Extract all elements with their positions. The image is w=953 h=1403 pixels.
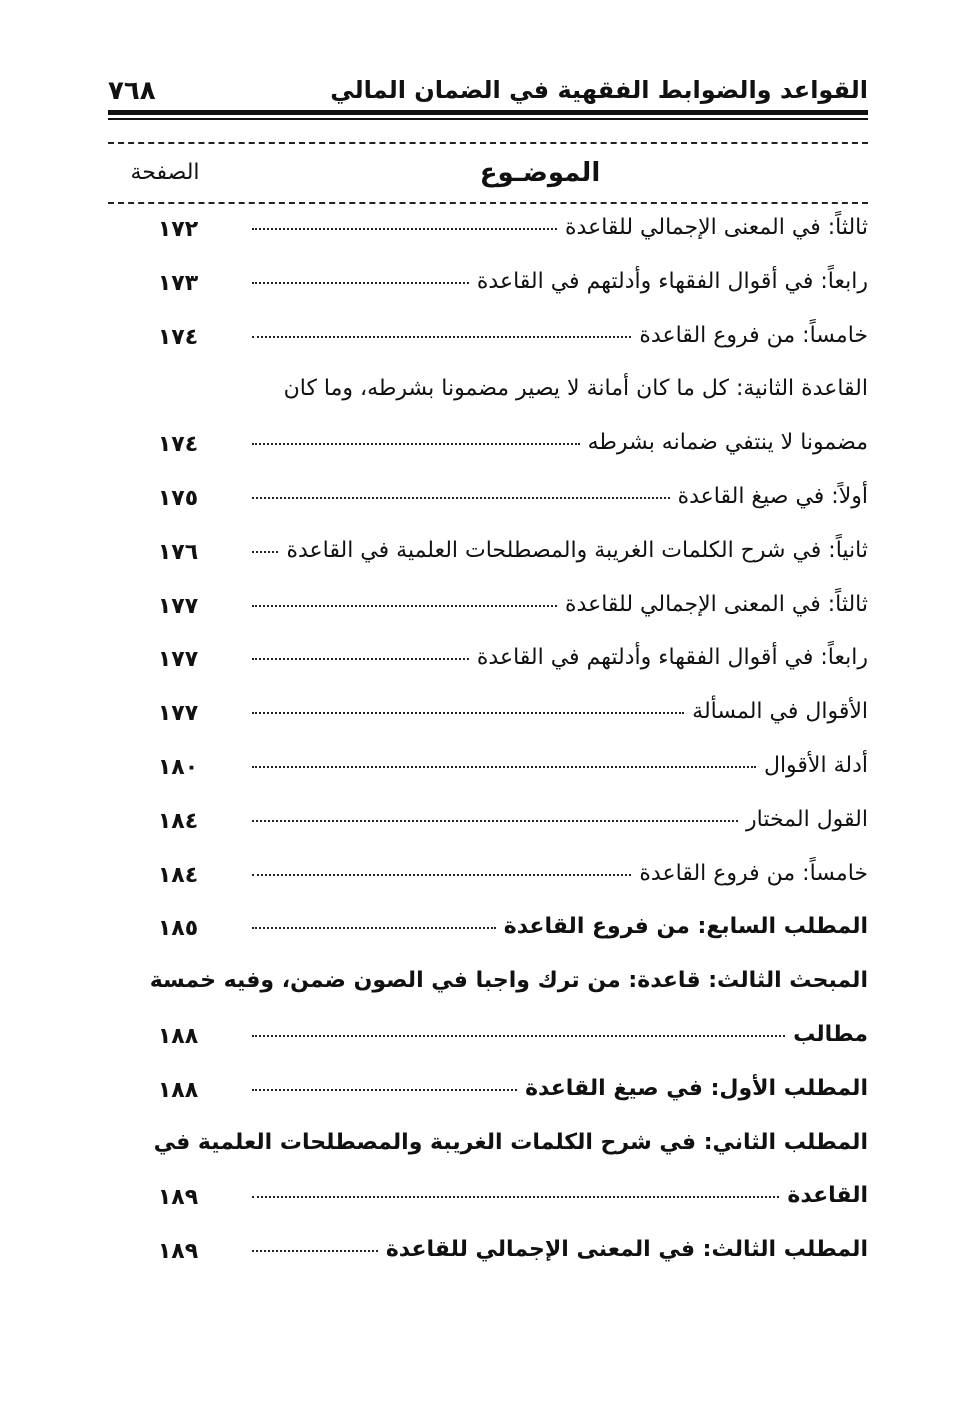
toc-entry-page: ١٨٩: [157, 1239, 199, 1265]
toc-entry-title: ثالثاً: في المعنى الإجمالي للقاعدة: [565, 215, 868, 240]
dot-leader: [252, 927, 496, 929]
toc-entry: [108, 851, 868, 905]
toc-entry: [108, 1066, 868, 1120]
toc-entry-topic: [248, 914, 868, 939]
toc-entry-page: ١٨٨: [157, 1077, 199, 1103]
toc-entry-topic: [248, 376, 868, 401]
toc-entry-page: ١٧٧: [157, 593, 199, 619]
toc-entry: [108, 797, 868, 851]
toc-entry-page: ١٧٢: [157, 217, 199, 242]
toc-entry: [108, 366, 868, 420]
toc-entry-title: خامساً: من فروع القاعدة: [639, 322, 868, 348]
toc-entry: [108, 313, 868, 367]
toc-entry-page: ١٧٤: [157, 432, 199, 458]
toc-entry: [108, 958, 868, 1012]
toc-entry: [108, 528, 868, 582]
toc-entry-title: القاعدة الثانية: كل ما كان أمانة لا يصير مضمونا بشرطه، وما كان: [283, 376, 868, 402]
dot-leader: [252, 874, 631, 876]
toc-entry-title: أدلة الأقوال: [763, 752, 868, 778]
toc-entry: [108, 689, 868, 743]
column-header-page: الصفحة: [130, 160, 200, 185]
toc-entry-page: ١٨٠: [157, 754, 199, 780]
toc-entry-title: المبحث الثالث: قاعدة: من ترك واجبا في الصون ضمن، وفيه خمسة: [149, 968, 868, 994]
toc-entry: [108, 474, 868, 528]
toc-entry: [108, 1227, 868, 1281]
dot-leader: [252, 443, 580, 445]
dot-leader: [252, 766, 756, 768]
toc-entry-topic: [248, 861, 868, 886]
dot-leader: [252, 1250, 378, 1252]
toc-entry-page: ١٧٤: [157, 324, 199, 350]
dashed-divider-header: [108, 202, 868, 204]
toc-entry-title: أولاً: في صيغ القاعدة: [677, 483, 868, 509]
toc-entry-topic: [248, 1076, 868, 1101]
toc-entry-page: ١٨٤: [157, 862, 199, 888]
toc-entry-topic: [248, 215, 868, 240]
toc-entry-title: القاعدة: [787, 1183, 868, 1209]
toc-entry-title: ثانياً: في شرح الكلمات الغريبة والمصطلحات العلمية في القاعدة: [286, 537, 868, 563]
toc-entry-topic: [248, 753, 868, 778]
toc-entry-title: رابعاً: في أقوال الفقهاء وأدلتهم في القاعدة: [476, 268, 868, 294]
toc-entry-title: رابعاً: في أقوال الفقهاء وأدلتهم في القاعدة: [476, 645, 868, 671]
toc-entry-title: مطالب: [793, 1021, 868, 1047]
toc-entry: [108, 1173, 868, 1227]
page-number: ٧٦٨: [108, 76, 156, 106]
toc-entry-page: ١٧٥: [157, 485, 199, 511]
toc-entry-title: المطلب الثاني: في شرح الكلمات الغريبة والمصطلحات العلمية في: [153, 1129, 868, 1155]
running-header: [108, 72, 868, 112]
toc-entry-topic: [153, 1129, 868, 1155]
toc-entry-topic: [248, 269, 868, 294]
toc-entry-topic: [248, 1237, 868, 1262]
header-rule-thin: [108, 118, 868, 120]
toc-entry: [108, 582, 868, 636]
toc-entry: [108, 420, 868, 474]
toc-entry-title: المطلب السابع: من فروع القاعدة: [503, 914, 868, 940]
toc-entry-topic: [248, 645, 868, 670]
toc-entry-title: الأقوال في المسألة: [692, 699, 868, 725]
toc-entry-topic: [248, 1183, 868, 1208]
toc-entry-title: مضمونا لا ينتفي ضمانه بشرطه: [587, 430, 868, 456]
toc-entry-topic: [248, 699, 868, 724]
table-of-contents: [108, 205, 868, 1281]
dot-leader: [252, 336, 631, 338]
dot-leader: [252, 712, 684, 714]
toc-entry-page: ١٧٧: [157, 647, 199, 673]
toc-entry: [108, 259, 868, 313]
toc-entry-topic: [248, 484, 868, 509]
toc-entry-title: المطلب الأول: في صيغ القاعدة: [525, 1075, 868, 1101]
book-title: القواعد والضوابط الفقهية في الضمان المالي: [330, 76, 868, 104]
dot-leader: [252, 1196, 779, 1198]
toc-entry: [108, 904, 868, 958]
toc-entry-topic: [149, 968, 868, 994]
header-rule: [108, 110, 868, 115]
dot-leader: [252, 551, 278, 553]
toc-entry-page: ١٧٣: [157, 270, 199, 296]
dot-leader: [252, 282, 469, 284]
toc-entry-topic: [248, 807, 868, 832]
dot-leader: [252, 228, 557, 230]
dot-leader: [252, 605, 557, 607]
toc-entry-title: ثالثاً: في المعنى الإجمالي للقاعدة: [565, 591, 868, 617]
toc-entry-topic: [248, 592, 868, 617]
toc-entry-topic: [248, 1022, 868, 1047]
toc-entry-title: المطلب الثالث: في المعنى الإجمالي للقاعدة: [385, 1237, 868, 1263]
toc-entry-page: ١٧٧: [157, 701, 199, 727]
dot-leader: [252, 1035, 785, 1037]
toc-entry-title: القول المختار: [746, 806, 868, 832]
dashed-divider-top: [108, 142, 868, 144]
toc-entry-title: خامساً: من فروع القاعدة: [639, 860, 868, 886]
column-header-topic: الموضـوع: [479, 158, 601, 188]
dot-leader: [252, 1089, 517, 1091]
toc-entry-topic: [248, 323, 868, 348]
toc-entry-page: ١٨٤: [157, 808, 199, 834]
dot-leader: [252, 497, 670, 499]
toc-entry-page: ١٨٥: [157, 916, 199, 942]
toc-entry: [108, 1120, 868, 1174]
dot-leader: [252, 820, 738, 822]
toc-entry: [108, 1012, 868, 1066]
toc-entry: [108, 743, 868, 797]
toc-entry-page: ١٨٨: [157, 1023, 199, 1049]
dot-leader: [252, 658, 469, 660]
toc-entry: [108, 205, 868, 259]
toc-entry-topic: [248, 538, 868, 563]
toc-entry-page: ١٨٩: [157, 1185, 199, 1211]
toc-entry-page: ١٧٦: [157, 539, 199, 565]
toc-entry: [108, 635, 868, 689]
toc-entry-topic: [248, 430, 868, 455]
